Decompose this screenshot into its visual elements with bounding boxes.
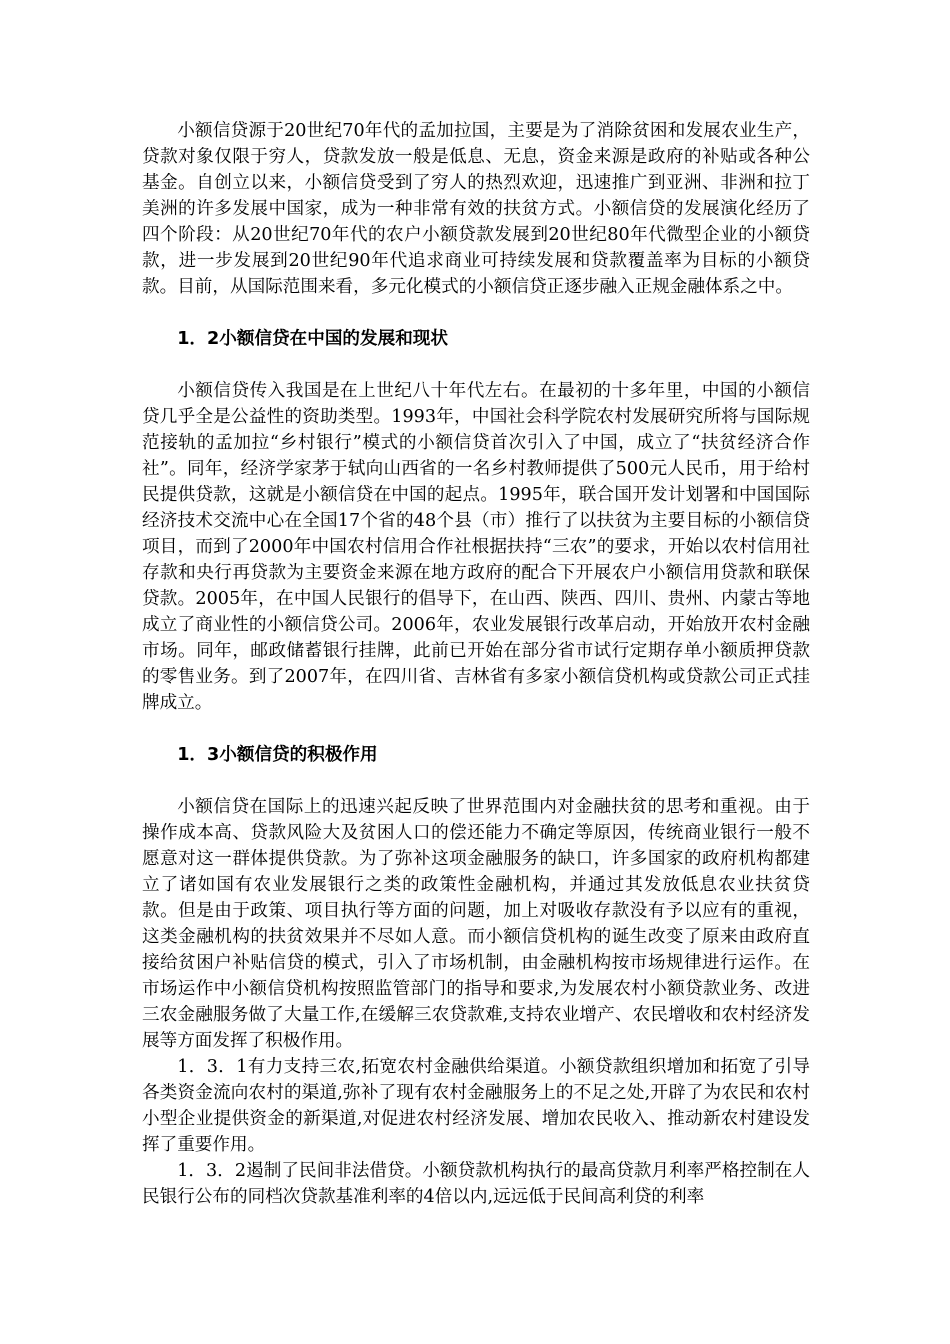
spacer <box>142 352 810 378</box>
paragraph-origin: 小额信贷源于20世纪70年代的孟加拉国，主要是为了消除贫困和发展农业生产，贷款对象仅限于穷人，贷款发放一般是低息、无息，资金来源是政府的补贴或各种公基金。自创立以来，小额信贷受到了穷人的热烈欢迎，迅速推广到亚洲、非洲和拉丁美洲的许多发展中国家，成为一种非常有效的扶贫方式。小额信贷的发展演化经历了四个阶段：从20世纪70年代的农户小额贷款发展到20世纪80年代微型企业的小额贷款，进一步发展到20世纪90年代追求商业可持续发展和贷款覆盖率为目标的小额贷款。目前，从国际范围来看，多元化模式的小额信贷正逐步融入正规金融体系之中。 <box>142 121 810 297</box>
paragraph-1-3-2: 1．3．2遏制了民间非法借贷。小额贷款机构执行的最高贷款月利率严格控制在人民银行公布的同档次贷款基准利率的4倍以内,远远低于民间高利贷的利率 <box>142 1161 810 1207</box>
section-heading-1-3: 1．3小额信贷的积极作用 <box>177 745 378 765</box>
paragraph-1-3-1: 1．3．1有力支持三农,拓宽农村金融供给渠道。小额贷款组织增加和拓宽了引导各类资金流向农村的渠道,弥补了现有农村金融服务上的不足之处,开辟了为农民和农村小型企业提供资金的新渠道,对促进农村经济发展、增加农民收入、推动新农村建设发挥了重要作用。 <box>142 1057 810 1155</box>
spacer <box>142 300 810 326</box>
paragraph-positive-role: 小额信贷在国际上的迅速兴起反映了世界范围内对金融扶贫的思考和重视。由于操作成本高、贷款风险大及贫困人口的偿还能力不确定等原因，传统商业银行一般不愿意对这一群体提供贷款。为了弥补这项金融服务的缺口，许多国家的政府机构都建立了诸如国有农业发展银行之类的政策性金融机构，并通过其发放低息农业扶贫贷款。但是由于政策、项目执行等方面的问题，加上对吸收存款没有予以应有的重视，这类金融机构的扶贫效果并不尽如人意。而小额信贷机构的诞生改变了原来由政府直接给贫困户补贴信贷的模式，引入了市场机制，由金融机构按市场规律进行运作。在市场运作中小额信贷机构按照监管部门的指导和要求,为发展农村小额贷款业务、改进三农金融服务做了大量工作,在缓解三农贷款难,支持农业增产、农民增收和农村经济发展等方面发挥了积极作用。 <box>142 797 810 1051</box>
paragraph-china-development: 小额信贷传入我国是在上世纪八十年代左右。在最初的十多年里，中国的小额信贷几乎全是公益性的资助类型。1993年，中国社会科学院农村发展研究所将与国际规范接轨的孟加拉“乡村银行”模式的小额信贷首次引入了中国，成立了“扶贫经济合作社”。同年，经济学家茅于轼向山西省的一名乡村教师提供了500元人民币，用于给村民提供贷款，这就是小额信贷在中国的起点。1995年，联合国开发计划署和中国国际经济技术交流中心在全国17个省的48个县（市）推行了以扶贫为主要目标的小额信贷项目，而到了2000年中国农村信用合作社根据扶持“三农”的要求，开始以农村信用社存款和央行再贷款为主要资金来源在地方政府的配合下开展农户小额信用贷款和联保贷款。2005年，在中国人民银行的倡导下，在山西、陕西、四川、贵州、内蒙古等地成立了商业性的小额信贷公司。2006年，农业发展银行改革启动，开始放开农村金融市场。同年，邮政储蓄银行挂牌，此前已开始在部分省市试行定期存单小额质押贷款的零售业务。到了2007年，在四川省、吉林省有多家小额信贷机构或贷款公司正式挂牌成立。 <box>142 381 810 713</box>
section-heading-1-2: 1．2小额信贷在中国的发展和现状 <box>177 329 448 349</box>
document-body <box>142 118 810 1210</box>
spacer <box>142 716 810 742</box>
spacer <box>142 768 810 794</box>
